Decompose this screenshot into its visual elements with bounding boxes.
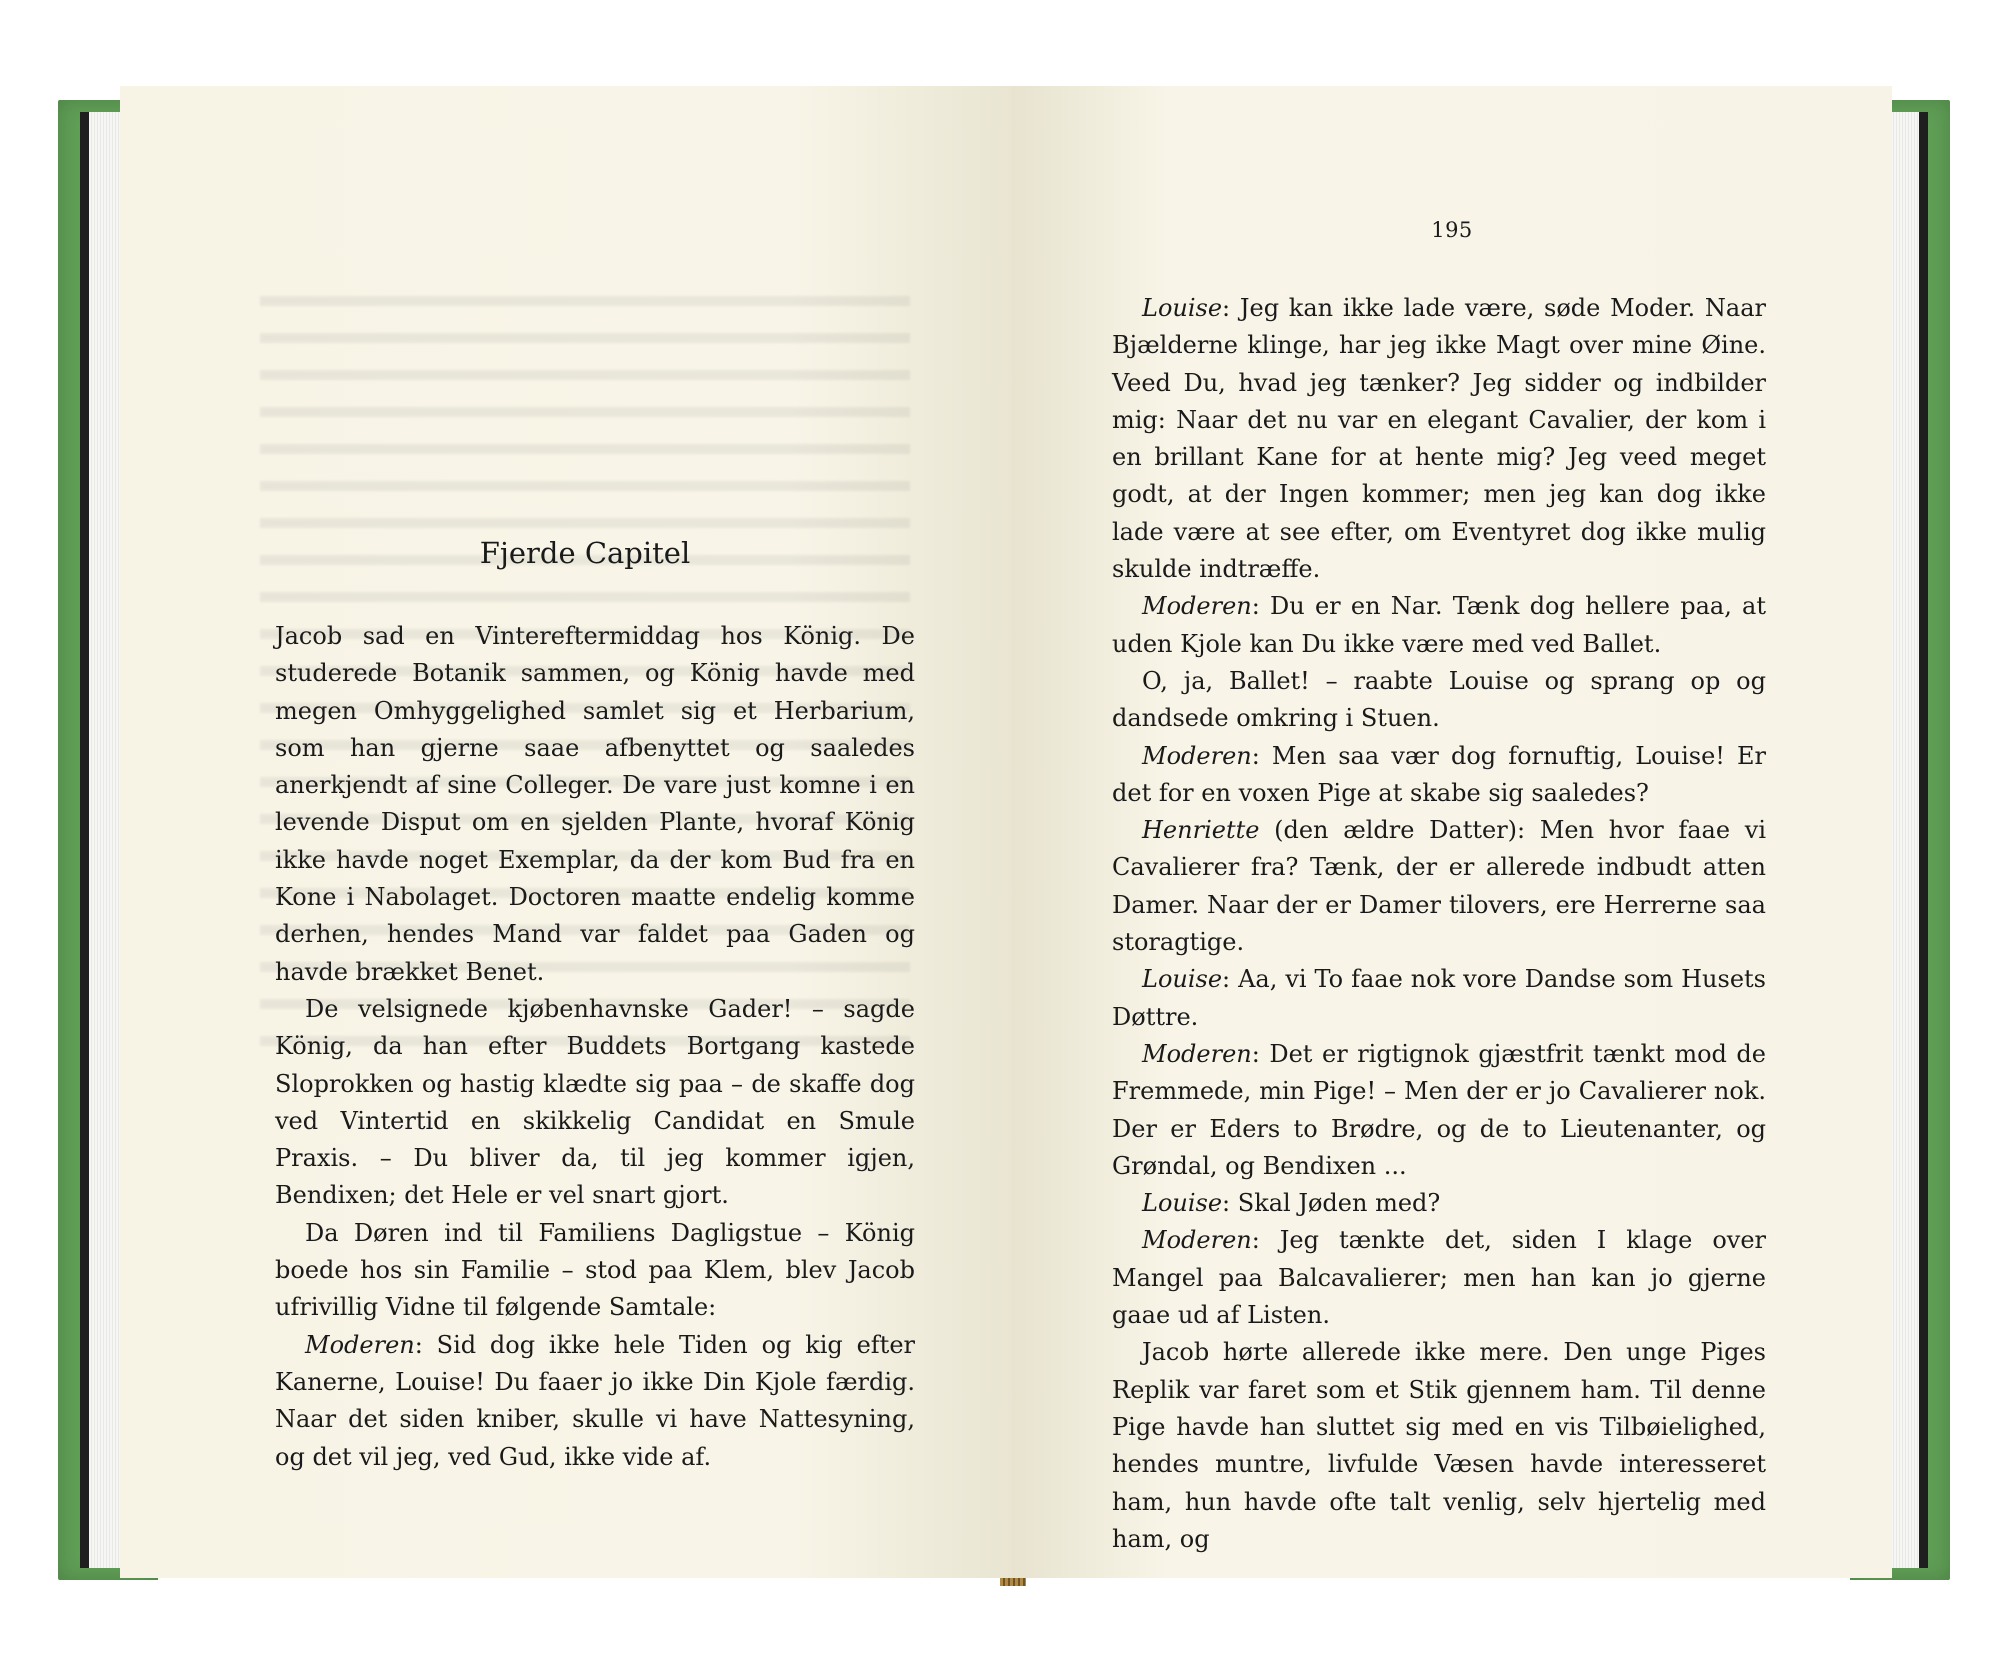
chapter-title: Fjerde Capitel (479, 536, 691, 570)
paragraph: O, ja, Ballet! – raabte Louise og sprang op og dandsede omkring i Stuen. (1112, 666, 1766, 733)
left-page-text (275, 618, 915, 1476)
paragraph: Moderen: Jeg tænkte det, siden I klage over Mangel paa Balcavalierer; men han kan jo gjerne gaae ud af Listen. (1112, 1226, 1766, 1330)
speaker-name: Louise (1142, 965, 1223, 994)
paragraph: Jacob sad en Vintereftermiddag hos König. De studerede Botanik sammen, og König havde med megen Omhyggelighed samlet sig et Herbarium, som han gjerne saae afbenyttet og saaledes anerkjendt af sine Colleger. De vare just komne i en levende Disput om en sjelden Plante, hvoraf König ikke havde noget Exemplar, da der kom Bud fra en Kone i Nabolaget. Doctoren maatte endelig komme derhen, hendes Mand var faldet paa Gaden og havde brækket Benet. (275, 622, 915, 986)
speaker-name: Moderen (1142, 741, 1252, 770)
speaker-name: Louise (1142, 1189, 1223, 1218)
page-number: 195 (1431, 218, 1473, 242)
paragraph: Moderen: Sid dog ikke hele Tiden og kig efter Kanerne, Louise! Du faaer jo ikke Din Kjole færdig. Naar det siden kniber, skulle vi have Nattesyning, og det vil jeg, ved Gud, ikke vide af. (275, 1330, 915, 1471)
speaker-name: Moderen (1142, 592, 1252, 621)
left-page (120, 86, 1012, 1578)
paragraph: Louise: Aa, vi To faae nok vore Dandse som Husets Døttre. (1112, 965, 1766, 1031)
paragraph: Jacob hørte allerede ikke mere. Den unge Piges Replik var faret som et Stik gjennem ham. Til denne Pige havde han sluttet sig med en vis Tilbøielighed, hendes muntre, livfulde Væsen havde interesseret ham, hun havde ofte talt venlig, selv hjertelig med ham, og (1112, 1338, 1766, 1553)
paragraph: De velsignede kjøbenhavnske Gader! – sagde König, da han efter Buddets Bortgang kastede Sloprokken og hastig klædte sig paa – de skaffe dog ved Vintertid en skikkelig Candidat en Smule Praxis. – Du bliver da, til jeg kommer igjen, Bendixen; det Hele er vel snart gjort. (275, 994, 915, 1210)
paragraph: Moderen: Det er rigtignok gjæstfrit tænkt mod de Fremmede, min Pige! – Men der er jo Cavalierer nok. Der er Eders to Brødre, og de to Lieutenanter, og Grøndal, og Bendixen ... (1112, 1039, 1766, 1180)
speaker-name: Moderen (1142, 1226, 1252, 1255)
speaker-name: Moderen (1142, 1039, 1252, 1068)
paragraph: Da Døren ind til Familiens Dagligstue – König boede hos sin Familie – stod paa Klem, blev Jacob ufrivillig Vidne til følgende Samtale: (275, 1218, 915, 1322)
paragraph: Louise: Skal Jøden med? (1142, 1189, 1441, 1218)
paragraph: Henriette (den ældre Datter): Men hvor faae vi Cavalierer fra? Tænk, der er allerede indbudt atten Damer. Naar der er Damer tilovers, ere Herrerne saa storagtige. (1112, 816, 1766, 957)
right-page (1012, 86, 1892, 1578)
paragraph: Louise: Jeg kan ikke lade være, søde Moder. Naar Bjælderne klinge, har jeg ikke Magt over mine Øine. Veed Du, hvad jeg tænker? Jeg sidder og indbilder mig: Naar det nu var en elegant Cavalier, der kom i en brillant Kane for at hente mig? Jeg veed meget godt, at der Ingen kommer; men jeg kan dog ikke lade være at see efter, om Eventyret dog ikke mulig skulde indtræffe. (1112, 294, 1766, 584)
paragraph: Moderen: Du er en Nar. Tænk dog hellere paa, at uden Kjole kan Du ikke være med ved Ballet. (1112, 592, 1766, 658)
right-page-text (1112, 290, 1766, 1558)
paragraph: Moderen: Men saa vær dog fornuftig, Louise! Er det for en voxen Pige at skabe sig saaledes? (1112, 741, 1766, 807)
speaker-name: Moderen (305, 1330, 415, 1359)
speaker-name: Henriette (1142, 816, 1260, 845)
speaker-name: Louise (1142, 294, 1223, 322)
